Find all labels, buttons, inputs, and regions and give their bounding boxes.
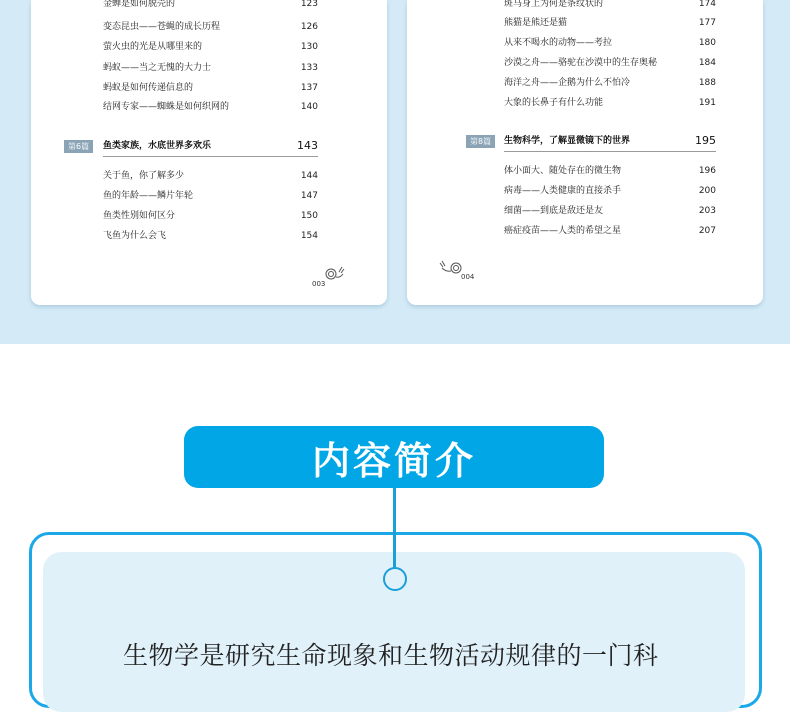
page-folio: 004 xyxy=(461,273,475,281)
toc-page-number: 188 xyxy=(698,78,716,88)
toc-page-number: 191 xyxy=(698,98,716,108)
toc-entry: 熊猫是熊还是猫 xyxy=(504,18,568,28)
chapter-page-number: 143 xyxy=(297,139,318,152)
page-folio: 003 xyxy=(312,280,326,288)
chapter-badge: 第8篇 xyxy=(466,135,495,148)
toc-entry: 癌症疫苗——人类的希望之星 xyxy=(504,226,622,236)
toc-entry: 从来不喝水的动物——考拉 xyxy=(504,38,613,48)
toc-page-number: 144 xyxy=(300,171,318,181)
toc-entry: 体小面大、随处存在的微生物 xyxy=(504,166,622,176)
toc-page-number: 154 xyxy=(300,231,318,241)
toc-page-number: 184 xyxy=(698,58,716,68)
toc-page-number: 203 xyxy=(698,206,716,216)
toc-entry: 结网专家——蜘蛛是如何织网的 xyxy=(103,102,230,112)
toc-page-number: 137 xyxy=(300,83,318,93)
section-heading: 内容简介 xyxy=(311,438,476,483)
toc-page-number: 200 xyxy=(698,186,716,196)
toc-entry: 金蝉是如何脱壳的 xyxy=(103,0,176,9)
toc-entry: 海洋之舟——企鹅为什么不怕冷 xyxy=(504,78,631,88)
chapter-heading xyxy=(64,140,318,156)
toc-page-number: 147 xyxy=(300,191,318,201)
chapter-page-number: 195 xyxy=(695,134,716,147)
toc-page-number: 130 xyxy=(300,42,318,52)
toc-entry: 病毒——人类健康的直接杀手 xyxy=(504,186,622,196)
toc-page-left xyxy=(31,0,387,305)
toc-page-number: 133 xyxy=(300,63,318,73)
toc-entry: 斑马身上为何是条纹状的 xyxy=(504,0,604,9)
toc-page-number: 126 xyxy=(300,22,318,32)
toc-entry: 飞鱼为什么会飞 xyxy=(103,231,167,241)
intro-paragraph: 生物学是研究生命现象和生物活动规律的一门科 xyxy=(123,641,659,670)
toc-page-number: 150 xyxy=(300,211,318,221)
toc-page-number: 174 xyxy=(698,0,716,9)
toc-entry: 蚂蚁是如何传递信息的 xyxy=(103,83,194,93)
toc-page-number: 123 xyxy=(300,0,318,9)
chapter-title: 生物科学，了解显微镜下的世界 xyxy=(504,136,631,146)
chapter-heading xyxy=(466,135,716,151)
toc-page-number: 207 xyxy=(698,226,716,236)
chapter-badge: 第6篇 xyxy=(64,140,93,153)
toc-page-number: 177 xyxy=(698,18,716,28)
toc-entry: 蚂蚁——当之无愧的大力士 xyxy=(103,63,212,73)
toc-entry: 变态昆虫——苍蝇的成长历程 xyxy=(103,22,221,32)
toc-entry: 鱼的年龄——鳞片年轮 xyxy=(103,191,194,201)
section-heading-banner xyxy=(184,426,604,488)
toc-entry: 萤火虫的光是从哪里来的 xyxy=(103,42,203,52)
toc-page-number: 180 xyxy=(698,38,716,48)
toc-entry: 鱼类性别如何区分 xyxy=(103,211,176,221)
toc-entry: 大象的长鼻子有什么功能 xyxy=(504,98,604,108)
connector-line xyxy=(393,532,396,569)
chapter-title: 鱼类家族，水底世界多欢乐 xyxy=(103,141,212,151)
toc-page-number: 140 xyxy=(300,102,318,112)
toc-page-right xyxy=(407,0,763,305)
toc-entry: 细菌——到底是敌还是友 xyxy=(504,206,604,216)
toc-page-number: 196 xyxy=(698,166,716,176)
chapter-rule xyxy=(504,151,716,152)
toc-entry: 沙漠之舟——骆驼在沙漠中的生存奥秘 xyxy=(504,58,658,68)
toc-entry: 关于鱼，你了解多少 xyxy=(103,171,185,181)
snail-ornament-icon xyxy=(323,264,345,284)
connector-node xyxy=(383,567,407,591)
chapter-rule xyxy=(103,156,318,157)
